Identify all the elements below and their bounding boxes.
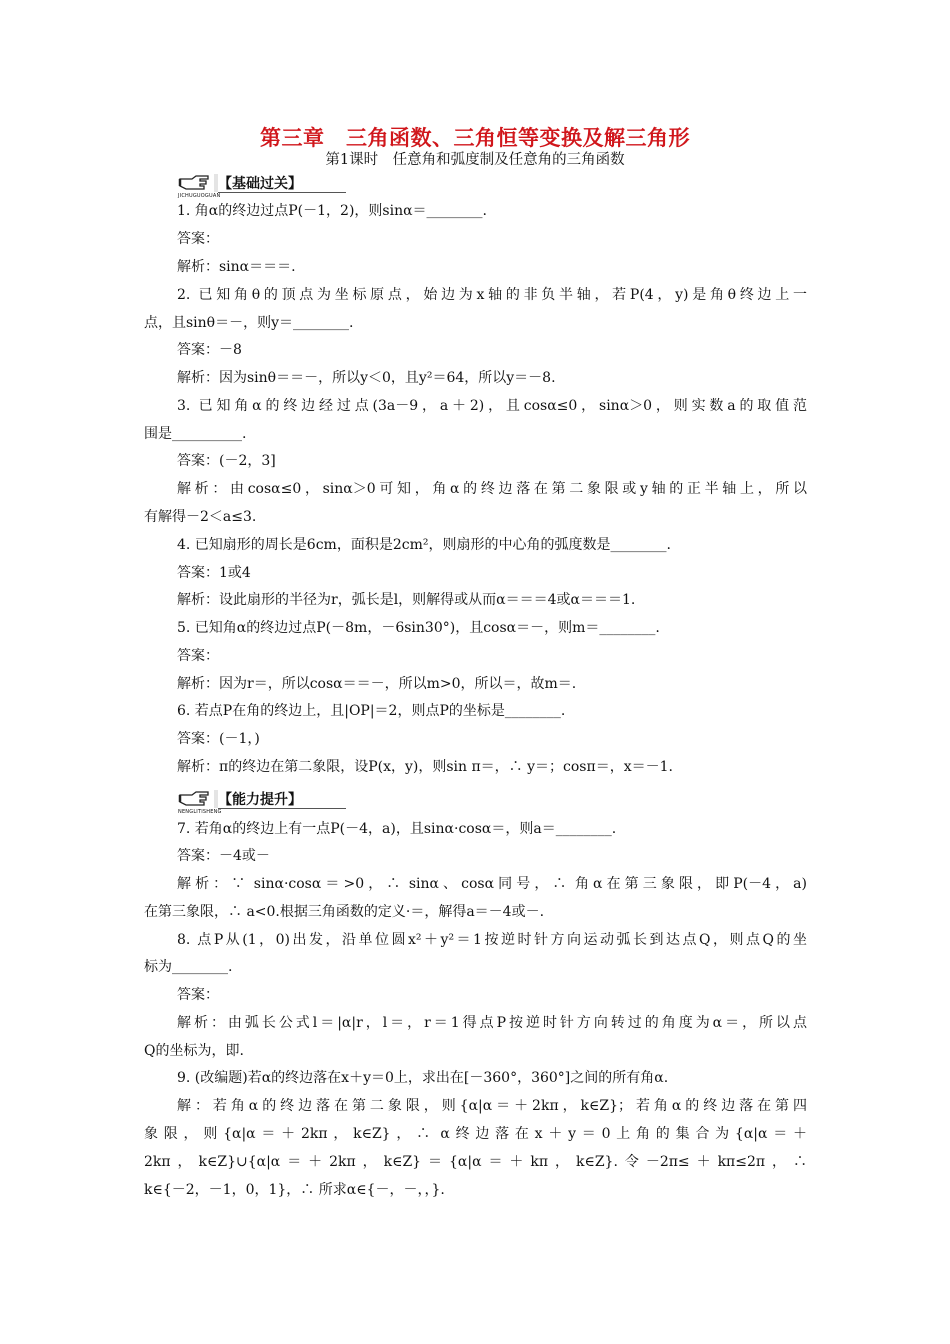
section-header-advanced xyxy=(178,786,348,816)
analysis-line: 解析：由弧长公式l＝|α|r，l＝，r＝1得点P按逆时针方向转过的角度为α＝，所以点 xyxy=(177,1015,807,1031)
analysis-line: 解析：sinα＝＝＝. xyxy=(177,259,296,275)
answer-line: 答案：－8 xyxy=(177,342,242,358)
question-line: 6. 若点P在角的终边上，且|OP|＝2，则点P的坐标是________. xyxy=(177,703,566,719)
question-line: 3. 已知角α的终边经过点(3a－9，a＋2)，且cosα≤0，sinα＞0，则实数a的取值范 xyxy=(177,398,807,414)
question-line: 7. 若角α的终边上有一点P(－4，a)，且sinα·cosα＝，则a＝________. xyxy=(177,821,617,837)
analysis-line: 在第三象限，∴ a<0.根据三角函数的定义·＝，解得a＝－4或－. xyxy=(144,904,545,920)
question-line: 2. 已知角θ的顶点为坐标原点，始边为x轴的非负半轴，若P(4，y)是角θ终边上一 xyxy=(177,287,807,303)
question-line: 围是__________. xyxy=(144,426,247,442)
solution-line: k∈{－2，－1，0，1}，∴ 所求α∈{－，－，，}. xyxy=(144,1182,445,1198)
question-line: 1. 角α的终边过点P(－1，2)，则sinα＝________. xyxy=(177,203,488,219)
question-line: 点，且sinθ＝－，则y＝________. xyxy=(144,315,354,331)
section-label: 【基础过关】 xyxy=(218,176,302,192)
question-line: 5. 已知角α的终边过点P(－8m，－6sin30°)，且cosα＝－，则m＝________. xyxy=(177,620,660,636)
answer-line: 答案：1或4 xyxy=(177,565,251,581)
answer-line: 答案：(－1，) xyxy=(177,731,260,747)
pointing-hand-icon xyxy=(178,788,212,808)
answer-line: 答案：－4或－ xyxy=(177,848,270,864)
analysis-line: 有解得－2＜a≤3. xyxy=(144,509,257,525)
question-line: 标为________. xyxy=(144,959,233,975)
section-pinyin: NENGLITISHENG xyxy=(178,809,222,815)
analysis-line: 解析：π的终边在第二象限，设P(x，y)，则sin π＝，∴ y＝；cosπ＝，x＝－1. xyxy=(177,759,673,775)
header-rule xyxy=(218,192,346,193)
question-line: 8. 点P从(1，0)出发，沿单位圆x²＋y²＝1按逆时针方向运动弧长到达点Q，则点Q的坐 xyxy=(177,932,807,948)
answer-line: 答案：(－2，3] xyxy=(177,453,276,469)
question-line: 4. 已知扇形的周长是6cm，面积是2cm²，则扇形的中心角的弧度数是________. xyxy=(177,537,671,553)
solution-line: 2kπ，k∈Z}∪{α|α＝＋2kπ，k∈Z}＝{α|α＝＋kπ，k∈Z}.令－2π≤＋kπ≤2π，∴ xyxy=(144,1154,807,1170)
pointing-hand-icon xyxy=(178,172,212,192)
solution-line: 象限，则{α|α＝＋2kπ，k∈Z}，∴ α终边落在x＋y＝0上角的集合为{α|α＝＋ xyxy=(144,1126,807,1142)
answer-line: 答案： xyxy=(177,648,219,664)
header-rule xyxy=(218,808,346,809)
question-line: 9. (改编题)若α的终边落在x＋y＝0上，求出在[－360°，360°]之间的所有角α. xyxy=(177,1070,669,1086)
analysis-line: 解析：∵ sinα·cosα＝>0，∴ sinα、cosα同号，∴ 角α在第三象限，即P(－4，a) xyxy=(177,876,807,892)
analysis-line: 解析：因为sinθ＝＝－，所以y＜0，且y²＝64，所以y＝－8. xyxy=(177,370,556,386)
chapter-title: 第三章 三角函数、三角恒等变换及解三角形 xyxy=(260,126,690,150)
answer-line: 答案： xyxy=(177,231,219,247)
solution-line: 解：若角α的终边落在第二象限，则{α|α＝＋2kπ，k∈Z}；若角α的终边落在第四 xyxy=(177,1098,807,1114)
answer-line: 答案： xyxy=(177,987,219,1003)
lesson-title: 第1课时 任意角和弧度制及任意角的三角函数 xyxy=(325,152,625,168)
analysis-line: 解析：因为r＝，所以cosα＝＝－，所以m>0，所以＝，故m＝. xyxy=(177,676,577,692)
analysis-line: 解析：由cosα≤0，sinα＞0可知，角α的终边落在第二象限或y轴的正半轴上，所以 xyxy=(177,481,807,497)
analysis-line: Q的坐标为，即. xyxy=(144,1043,244,1059)
section-pinyin: JICHUGUOGUAN xyxy=(178,193,221,199)
analysis-line: 解析：设此扇形的半径为r，弧长是l，则解得或从而α＝＝＝4或α＝＝＝1. xyxy=(177,592,636,608)
section-label: 【能力提升】 xyxy=(218,792,302,808)
section-header-basic xyxy=(178,170,348,200)
